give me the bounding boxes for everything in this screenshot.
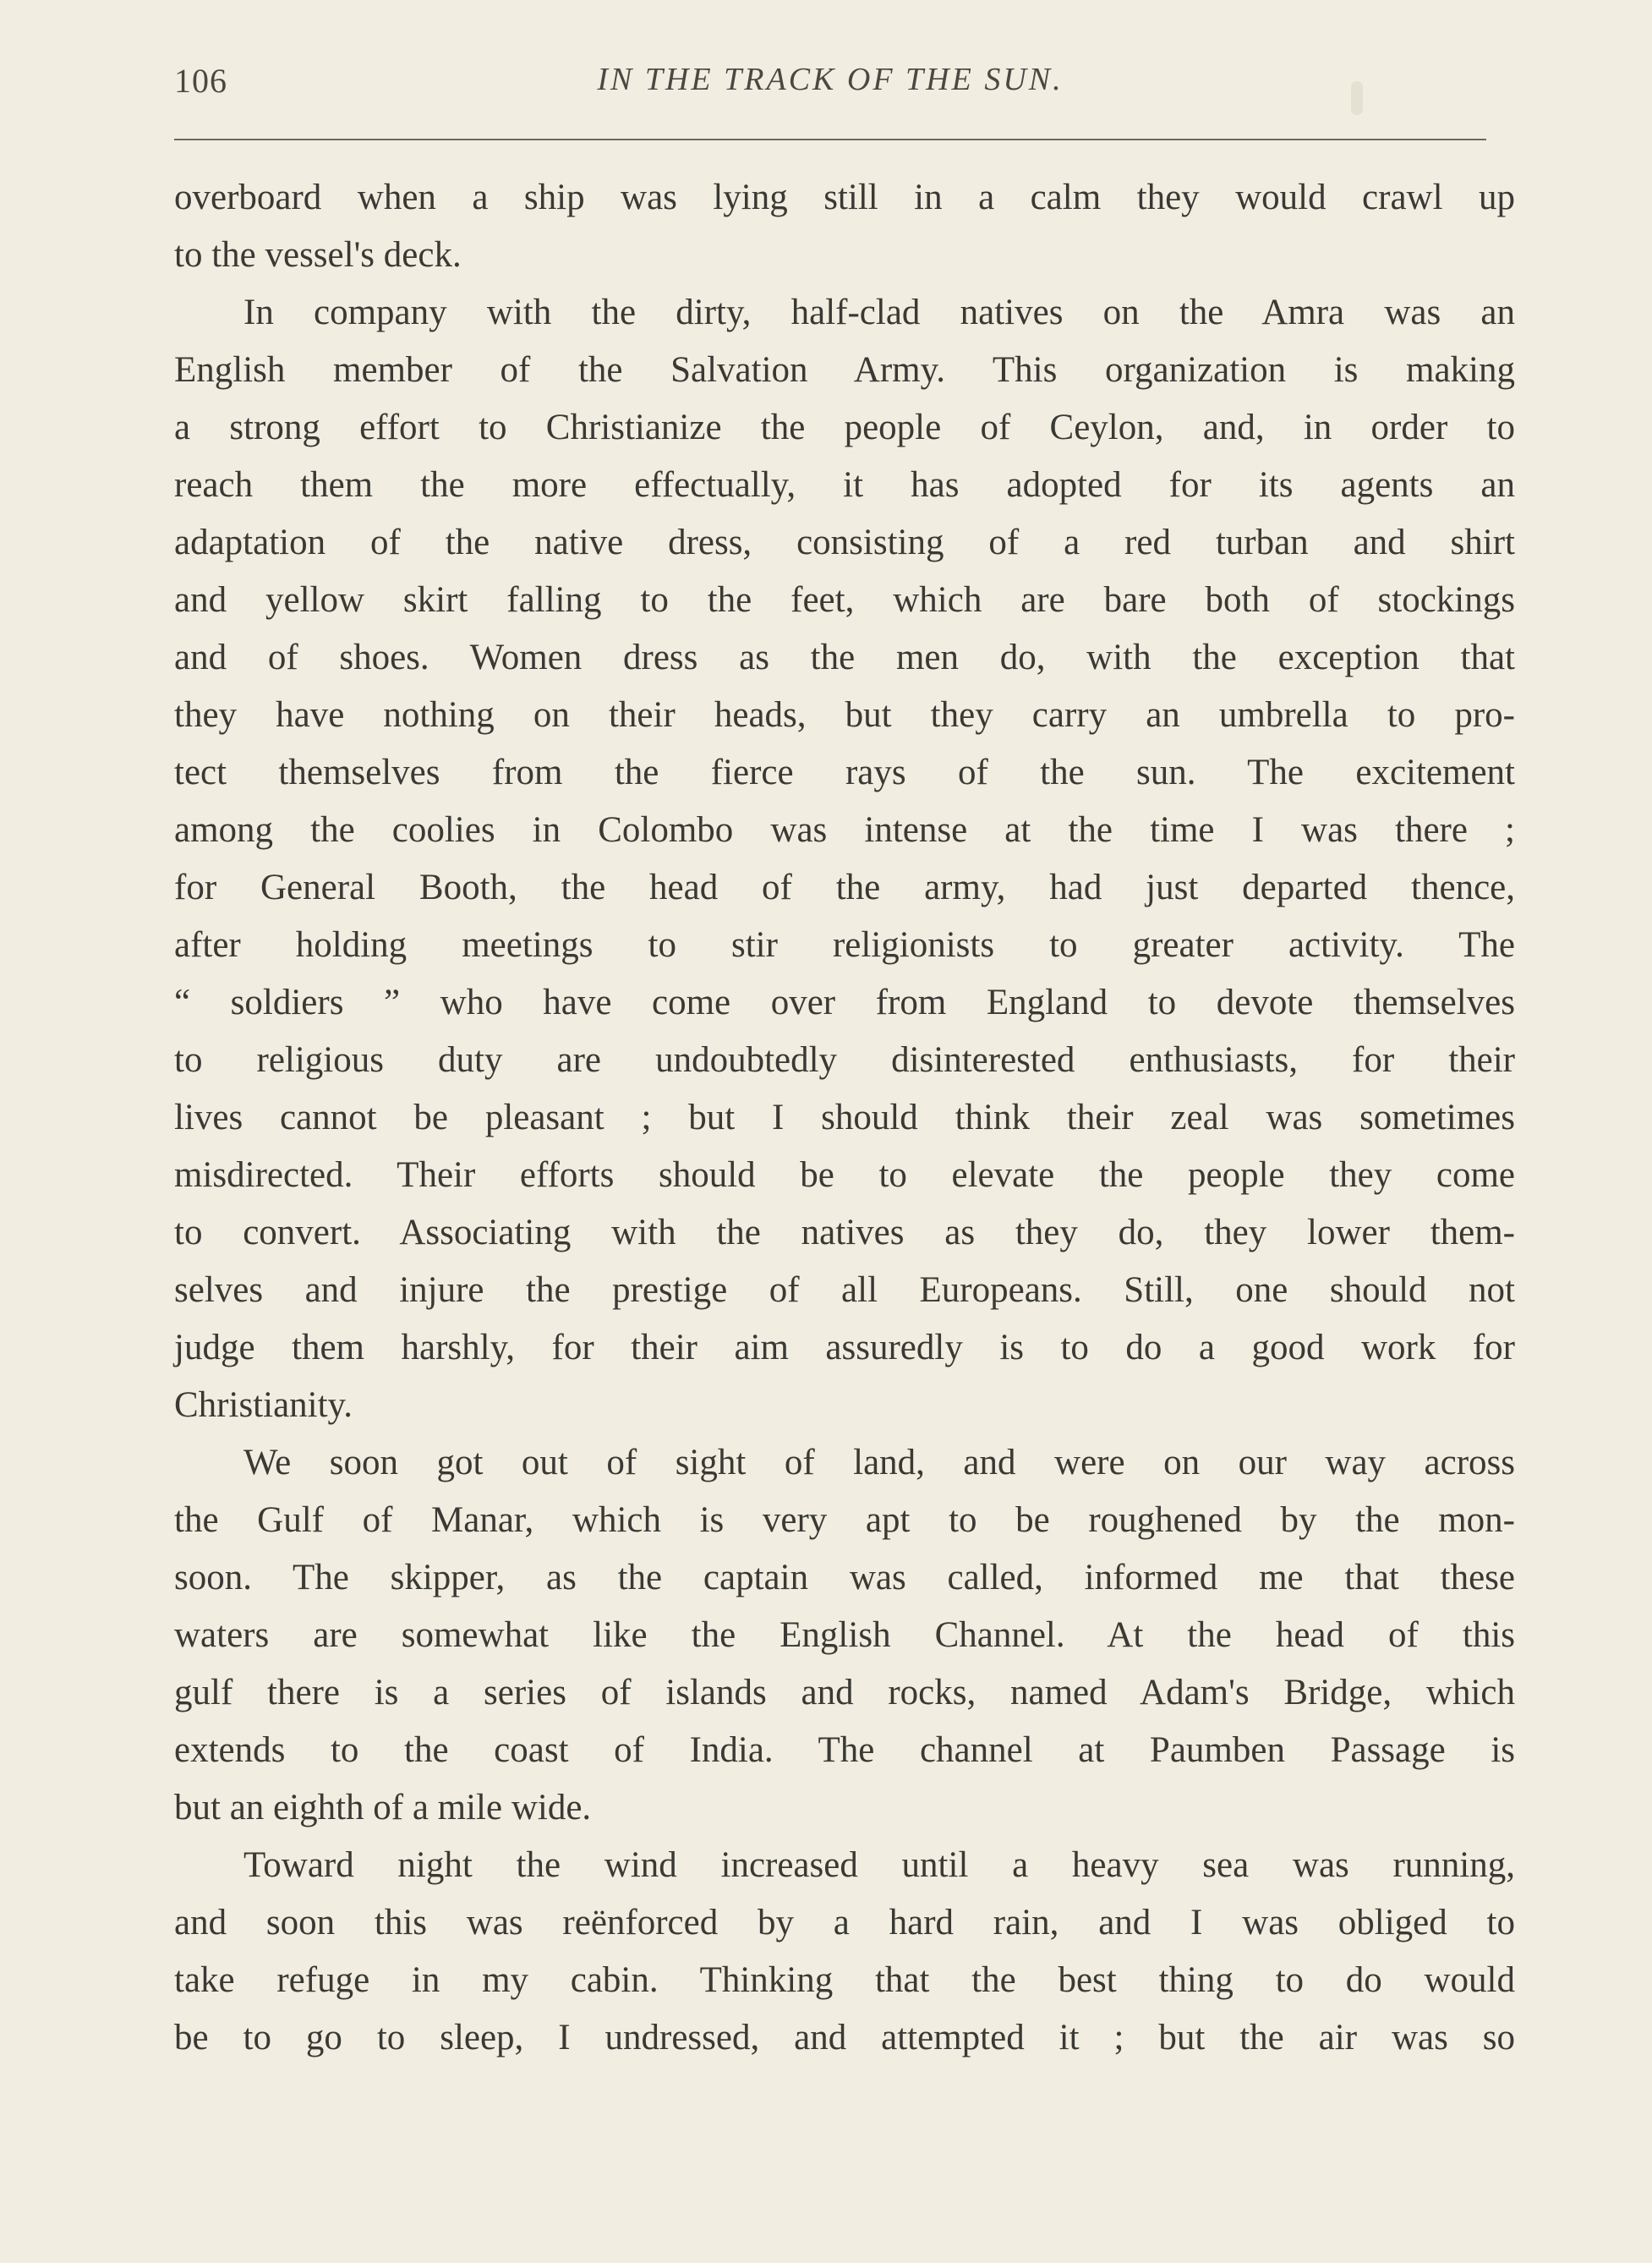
header-rule [174, 139, 1486, 140]
text-line: adaptation of the native dress, consisting of a red turban and shirt [174, 523, 1515, 562]
text-line: take refuge in my cabin. Thinking that the best thing to do would [174, 1960, 1515, 2000]
text-line: but an eighth of a mile wide. [174, 1788, 592, 1827]
text-line: a strong effort to Christianize the people of Ceylon, and, in order to [174, 408, 1515, 447]
page-number: 106 [174, 62, 227, 100]
text-line: they have nothing on their heads, but they carry an umbrella to pro- [174, 695, 1515, 735]
running-title: IN THE TRACK OF THE SUN. [597, 62, 1064, 97]
text-line: to convert. Associating with the natives as they do, they lower them- [174, 1213, 1515, 1252]
text-line: gulf there is a series of islands and rocks, named Adam's Bridge, which [174, 1673, 1515, 1712]
text-line: misdirected. Their efforts should be to elevate the people they come [174, 1155, 1515, 1195]
text-line: and yellow skirt falling to the feet, which are bare both of stockings [174, 580, 1515, 620]
text-line: and of shoes. Women dress as the men do, with the exception that [174, 638, 1515, 677]
text-line: “ soldiers ” who have come over from England to devote themselves [174, 983, 1515, 1022]
text-line: after holding meetings to stir religionists to greater activity. The [174, 925, 1515, 965]
text-line: waters are somewhat like the English Channel. At the head of this [174, 1615, 1515, 1655]
text-line: reach them the more effectually, it has adopted for its agents an [174, 465, 1515, 505]
text-line: Toward night the wind increased until a heavy sea was running, [243, 1845, 1515, 1885]
text-line: We soon got out of sight of land, and were on our way across [243, 1443, 1515, 1482]
text-line: be to go to sleep, I undressed, and attempted it ; but the air was so [174, 2018, 1515, 2058]
text-line: lives cannot be pleasant ; but I should think their zeal was sometimes [174, 1098, 1515, 1137]
text-line: In company with the dirty, half-clad natives on the Amra was an [243, 293, 1515, 332]
text-line: overboard when a ship was lying still in a calm they would crawl up [174, 178, 1515, 217]
running-head [174, 61, 1486, 112]
text-line: to the vessel's deck. [174, 235, 462, 275]
text-line: for General Booth, the head of the army, had just departed thence, [174, 868, 1515, 907]
text-line: extends to the coast of India. The channel at Paumben Passage is [174, 1730, 1515, 1770]
text-line: the Gulf of Manar, which is very apt to be roughened by the mon- [174, 1500, 1515, 1540]
text-line: tect themselves from the fierce rays of the sun. The excitement [174, 753, 1515, 792]
text-line: soon. The skipper, as the captain was called, informed me that these [174, 1558, 1515, 1597]
text-line: to religious duty are undoubtedly disinterested enthusiasts, for their [174, 1040, 1515, 1080]
paper-blemish [1351, 81, 1363, 115]
text-line: judge them harshly, for their aim assuredly is to do a good work for [174, 1328, 1515, 1367]
text-line: Christianity. [174, 1385, 353, 1425]
text-line: among the coolies in Colombo was intense at the time I was there ; [174, 810, 1515, 850]
text-line: English member of the Salvation Army. This organization is making [174, 350, 1515, 390]
text-line: selves and injure the prestige of all Europeans. Still, one should not [174, 1270, 1515, 1310]
text-line: and soon this was reënforced by a hard rain, and I was obliged to [174, 1903, 1515, 1942]
body-text [174, 169, 1515, 2067]
